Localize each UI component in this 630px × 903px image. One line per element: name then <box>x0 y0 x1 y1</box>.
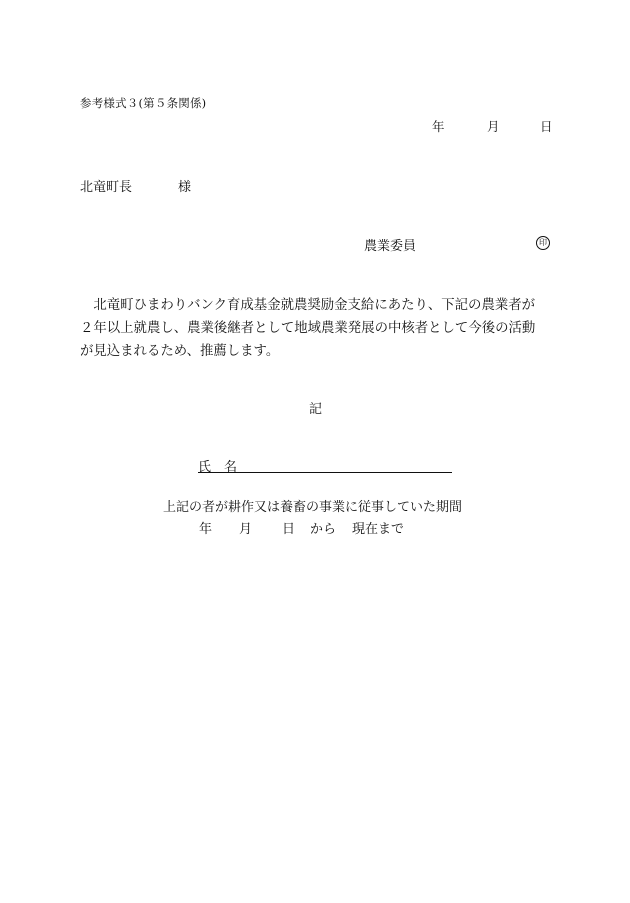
body-line: ２年以上就農し、農業後継者として地域農業発展の中核者として今後の活動 <box>80 321 536 336</box>
form-label: 参考様式３(第５条関係) <box>80 96 207 110</box>
period-from-label: から <box>310 522 337 537</box>
addressee-name: 北竜町長 <box>80 180 133 195</box>
name-label: 氏 名 <box>198 460 238 475</box>
body-line: 北竜町ひまわりバンク育成基金就農奨励金支給にあたり、下記の農業者が <box>80 298 536 313</box>
period-row <box>199 518 404 537</box>
seal-mark-icon: 印 <box>536 236 550 250</box>
body-paragraph <box>80 294 550 363</box>
period-year-label: 年 <box>199 522 213 537</box>
addressee-suffix: 様 <box>178 180 192 195</box>
date-day-label: 日 <box>540 119 553 134</box>
body-line: が見込まれるため、推薦します。 <box>80 344 280 359</box>
addressee <box>80 176 191 195</box>
period-day-label: 日 <box>282 522 296 537</box>
date-year-label: 年 <box>432 119 445 134</box>
period-until-label: 現在まで <box>352 522 405 537</box>
name-underline[interactable] <box>198 472 452 473</box>
date-month-label: 月 <box>487 119 500 134</box>
ki-heading: 記 <box>309 402 323 417</box>
period-month-label: 月 <box>239 522 253 537</box>
signer-title: 農業委員 <box>364 239 417 254</box>
period-title: 上記の者が耕作又は養畜の事業に従事していた期間 <box>163 500 463 515</box>
